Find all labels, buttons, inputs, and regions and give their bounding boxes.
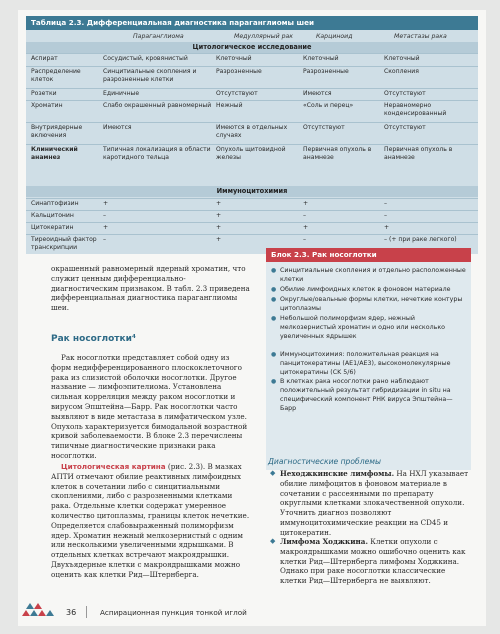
table-cell: Отсутствуют [384, 90, 426, 97]
table-row [26, 210, 478, 221]
row-label: Синаптофизин [31, 200, 79, 207]
triangle-icon [30, 610, 38, 616]
table-cell: + [103, 200, 109, 207]
table-cell: Отсутствуют [216, 90, 258, 97]
triangle-icon [22, 610, 30, 616]
table-cell: Неравномерно конденсированный [384, 102, 447, 117]
book-page [18, 10, 486, 626]
problem-item: ◆ Лимфома Ходжкина. Клетки опухоли с макроядрышками можно ошибочно оценить как клетки Рид—Штернберга лимфомы Ходжкина. Однако при раке носоглотки классические клетки Рид—Штернберга не выявляют. [270, 537, 466, 586]
table-row [26, 144, 478, 165]
table-cell: Имеются [303, 90, 332, 97]
table-row [26, 198, 478, 209]
col-header: Параганглиома [133, 33, 184, 40]
col-header: Медуллярный рак [234, 33, 294, 40]
diamond-icon: ◆ [270, 469, 276, 477]
table-cell: Единичные [103, 90, 140, 97]
problem-item: ◆ Неходжкинские лимфомы. На НХЛ указывает обилие лимфоцитов в фоновом материале в сочетании с рассеянными по препарату округлыми клетками злокачественной опухоли. Уточнить диагноз позволяют иммуноцитохимические реакции на CD45 и цитокератин. [270, 469, 469, 537]
table-cell: + [216, 200, 222, 207]
table-cell: Сосудистый, кровянистый [103, 55, 188, 62]
list-item: ● Синцитиальные скопления и отдельно расположенные клетки [271, 267, 466, 283]
table-cell: «Соль и перец» [303, 102, 354, 109]
table-cell: + [216, 236, 222, 243]
box-caption: Блок 2.3. Рак носоглотки [266, 248, 471, 262]
footer-divider [86, 606, 87, 618]
info-box [266, 248, 471, 470]
table-cell: Первичная опухоль в анамнезе [303, 146, 372, 161]
diff-diagnosis-table [26, 16, 478, 254]
left-paragraph: Рак носоглотки представляет собой одну из форм недифференцированного плоскоклеточного рака из слизистой оболочки носоглотки. Другое название — лимфоэпителиома. Установлена сильная корреляция между раком носоглотки и вирусом Эпштейна—Барр. Рак носоглотки часто выявляют в виде метастаза в лимфатическом узле. Опухоль характеризуется бимодальной возрастной кривой заболеваемости. В блоке 2.3 перечислены типичные диагностические признаки рака носоглотки. [51, 353, 248, 460]
left-paragraph: Цитологическая картина (рис. 2.3). В мазках АПТИ отмечают обилие реактивных лимфоидных клеток в сочетании либо с синцитиальными скоплениями, либо с разрозненными клетками рака. Отдельные клетки содержат умеренное количество цитоплазмы, границы клеток нечеткие. Определяется слабовыраженный полиморфизм ядер. Хроматин нежный мелкозернистый с одним или несколькими увеличенными ядрышками. В отдельных клетках встречают макроядрышки. Двухъядерные клетки с макроядрышками можно оценить как клетки Рид—Штернберга. [51, 462, 250, 579]
row-label: Кальцитонин [31, 212, 74, 219]
row-label: Цитокератин [31, 224, 74, 231]
table-cell: Клеточный [303, 55, 339, 62]
table-cell: Опухоль щитовидной железы [216, 146, 286, 161]
table-row [26, 66, 478, 86]
table-row [26, 88, 478, 98]
left-paragraph: окрашенный равномерный ядерный хроматин, что служит ценным дифференциально-диагностическим признаком. В табл. 2.3 приведена дифференциальная диагностика параганглиомы шеи. [51, 264, 250, 313]
table-cell: Скопления [384, 68, 419, 75]
table-cell: + [384, 224, 390, 231]
section-heading: Рак носоглотки⁴ [51, 334, 136, 344]
table-cell: – [303, 212, 307, 219]
page-number: 36 [66, 608, 77, 617]
col-header: Карциноид [316, 33, 353, 40]
table-cell: – [103, 212, 107, 219]
triangle-icon [38, 610, 46, 616]
table-cell: + [303, 200, 309, 207]
list-item: ● В клетках рака носоглотки рано наблюдают положительный результат гибридизации in situ на специфический компонент РНК вируса Эпштейна—Барр [271, 378, 453, 412]
bullet-icon: ● [271, 286, 277, 293]
table-cell: + [216, 224, 222, 231]
bullet-icon: ● [271, 267, 277, 274]
section-header-immuno: Иммуноцитохимия [26, 186, 478, 197]
triangle-icon [46, 610, 54, 616]
problems-heading: Диагностические проблемы [268, 457, 381, 466]
table-row [26, 100, 478, 120]
table-cell: Разрозненные [216, 68, 262, 75]
bullet-icon: ● [271, 378, 277, 385]
table-cell: Синцитиальные скопления и разрозненные клетки [103, 68, 197, 83]
table-cell: + [216, 212, 222, 219]
table-cell: Имеются [103, 124, 132, 131]
list-item: ● Обилие лимфоидных клеток в фоновом материале [271, 286, 451, 293]
table-cell: Отсутствуют [303, 124, 345, 131]
table-cell: – [303, 236, 307, 243]
table-cell: – [384, 212, 388, 219]
table-row [26, 122, 478, 142]
list-item: ● Иммуноцитохимия: положительная реакция на панцитокератины (AE1/AE3), высокомолекулярные цитокератины (CK 5/6) [271, 351, 451, 376]
table-cell: Слабо окрашенный равномерный [103, 102, 212, 109]
table-cell: – (+ при раке легкого) [384, 236, 457, 243]
col-header: Метастазы рака [394, 33, 447, 40]
table-cell: – [103, 236, 107, 243]
row-label: Аспират [31, 55, 58, 62]
running-title: Аспирационная пункция тонкой иглой [100, 608, 247, 617]
table-cell: Типичная локализация в области каротидного тельца [103, 146, 211, 161]
table-caption: Таблица 2.3. Дифференциальная диагностика параганглиомы шеи [26, 16, 478, 30]
list-item: ● Небольшой полиморфизм ядер, нежный мелкозернистый хроматин и одно или несколько увеличенных ядрышек [271, 315, 445, 340]
table-cell: Клеточный [216, 55, 252, 62]
table-cell: Разрозненные [303, 68, 349, 75]
bullet-icon: ● [271, 351, 277, 358]
diamond-icon: ◆ [270, 537, 276, 545]
table-header [26, 30, 478, 42]
section-header-cyto: Цитологическое исследование [26, 42, 478, 53]
row-label: Розетки [31, 90, 57, 97]
table-cell: Имеются в отдельных случаях [216, 124, 288, 139]
table-cell: Первичная опухоль в анамнезе [384, 146, 453, 161]
table-cell: + [103, 224, 109, 231]
triangle-icon [26, 603, 34, 609]
row-label: Распределение клеток [31, 68, 81, 83]
table-cell: Клеточный [384, 55, 420, 62]
list-item: ● Округлые/овальные формы клетки, нечеткие контуры цитоплазмы [271, 296, 463, 312]
table-cell: – [384, 200, 388, 207]
row-label: Клинический анамнез [31, 146, 78, 161]
triangle-icon [34, 603, 42, 609]
highlight-term: Цитологическая картина [61, 462, 166, 471]
table-cell: Отсутствуют [384, 124, 426, 131]
table-row [26, 53, 478, 64]
row-label: Тиреоидный фактор транскрипции [31, 236, 97, 251]
table-row [26, 222, 478, 233]
table-cell: Нежный [216, 102, 243, 109]
row-label: Хроматин [31, 102, 63, 109]
bullet-icon: ● [271, 315, 277, 322]
table-cell: + [303, 224, 309, 231]
bullet-icon: ● [271, 296, 277, 303]
row-label: Внутриядерные включения [31, 124, 83, 139]
